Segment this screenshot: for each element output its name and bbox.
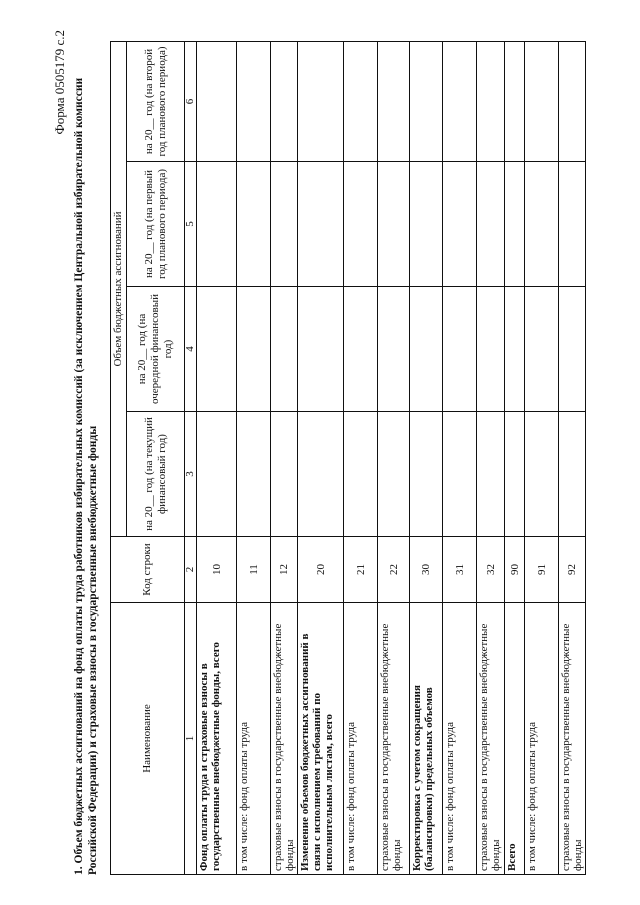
value-cell[interactable] bbox=[477, 287, 505, 412]
value-cell[interactable] bbox=[237, 162, 271, 287]
value-cell[interactable] bbox=[410, 287, 443, 412]
table-row bbox=[271, 41, 298, 874]
header-year-current: на 20__ год (на текущий финансовый год) bbox=[127, 412, 185, 537]
value-cell[interactable] bbox=[443, 41, 477, 161]
row-code: 20 bbox=[298, 537, 344, 603]
value-cell[interactable] bbox=[505, 412, 525, 537]
col-number: 2 bbox=[185, 537, 197, 603]
value-cell[interactable] bbox=[298, 412, 344, 537]
value-cell[interactable] bbox=[477, 41, 505, 161]
value-cell[interactable] bbox=[344, 287, 378, 412]
header-year-plan1: на 20__ год (на первый год планового периода) bbox=[127, 162, 185, 287]
value-cell[interactable] bbox=[271, 41, 298, 161]
row-code: 12 bbox=[271, 537, 298, 603]
col-number: 1 bbox=[185, 603, 197, 875]
row-code: 10 bbox=[197, 537, 237, 603]
row-name: в том числе: фонд оплаты труда bbox=[344, 603, 378, 875]
value-cell[interactable] bbox=[344, 412, 378, 537]
value-cell[interactable] bbox=[378, 41, 410, 161]
row-name: в том числе: фонд оплаты труда bbox=[443, 603, 477, 875]
value-cell[interactable] bbox=[559, 41, 586, 161]
value-cell[interactable] bbox=[344, 162, 378, 287]
value-cell[interactable] bbox=[197, 41, 237, 161]
header-volume: Объем бюджетных ассигнований bbox=[111, 41, 127, 536]
col-number: 4 bbox=[185, 287, 197, 412]
row-code: 32 bbox=[477, 537, 505, 603]
row-code: 11 bbox=[237, 537, 271, 603]
value-cell[interactable] bbox=[477, 162, 505, 287]
value-cell[interactable] bbox=[237, 412, 271, 537]
value-cell[interactable] bbox=[525, 162, 559, 287]
row-code: 30 bbox=[410, 537, 443, 603]
column-numbers-row bbox=[185, 41, 197, 874]
value-cell[interactable] bbox=[505, 41, 525, 161]
value-cell[interactable] bbox=[378, 162, 410, 287]
table-row bbox=[505, 41, 525, 874]
value-cell[interactable] bbox=[477, 412, 505, 537]
row-name: страховые взносы в государственные внебюджетные фонды bbox=[559, 603, 586, 875]
value-cell[interactable] bbox=[298, 162, 344, 287]
col-number: 5 bbox=[185, 162, 197, 287]
table-row bbox=[378, 41, 410, 874]
header-code: Код строки bbox=[111, 537, 185, 603]
value-cell[interactable] bbox=[525, 412, 559, 537]
row-name: Корректировка с учетом сокращения (балансировки) предельных объемов bbox=[410, 603, 443, 875]
table-row bbox=[237, 41, 271, 874]
row-code: 31 bbox=[443, 537, 477, 603]
value-cell[interactable] bbox=[378, 412, 410, 537]
budget-table bbox=[110, 41, 586, 875]
value-cell[interactable] bbox=[443, 162, 477, 287]
value-cell[interactable] bbox=[197, 162, 237, 287]
form-code: Форма 0505179 с.2 bbox=[52, 30, 67, 135]
value-cell[interactable] bbox=[505, 162, 525, 287]
row-code: 92 bbox=[559, 537, 586, 603]
value-cell[interactable] bbox=[271, 162, 298, 287]
value-cell[interactable] bbox=[237, 287, 271, 412]
header-year-next: на 20__ год (на очередной финансовый год) bbox=[127, 287, 185, 412]
row-code: 91 bbox=[525, 537, 559, 603]
value-cell[interactable] bbox=[344, 41, 378, 161]
row-name: Всего bbox=[505, 603, 525, 875]
table-row bbox=[559, 41, 586, 874]
value-cell[interactable] bbox=[237, 41, 271, 161]
header-year-plan2: на 20__ год (на второй год планового периода) bbox=[127, 41, 185, 161]
value-cell[interactable] bbox=[559, 412, 586, 537]
col-number: 3 bbox=[185, 412, 197, 537]
col-number: 6 bbox=[185, 41, 197, 161]
table-row bbox=[298, 41, 344, 874]
row-name: страховые взносы в государственные внебюджетные фонды bbox=[271, 603, 298, 875]
row-name: в том числе: фонд оплаты труда bbox=[525, 603, 559, 875]
value-cell[interactable] bbox=[443, 412, 477, 537]
value-cell[interactable] bbox=[559, 287, 586, 412]
value-cell[interactable] bbox=[197, 412, 237, 537]
table-row bbox=[344, 41, 378, 874]
row-name: страховые взносы в государственные внебюджетные фонды bbox=[378, 603, 410, 875]
value-cell[interactable] bbox=[559, 162, 586, 287]
value-cell[interactable] bbox=[443, 287, 477, 412]
value-cell[interactable] bbox=[197, 287, 237, 412]
row-code: 22 bbox=[378, 537, 410, 603]
row-name: Фонд оплаты труда и страховые взносы в государственные внебюджетные фонды, всего bbox=[197, 603, 237, 875]
row-name: страховые взносы в государственные внебюджетные фонды bbox=[477, 603, 505, 875]
value-cell[interactable] bbox=[378, 287, 410, 412]
table-row bbox=[410, 41, 443, 874]
value-cell[interactable] bbox=[298, 287, 344, 412]
value-cell[interactable] bbox=[505, 287, 525, 412]
table-row bbox=[443, 41, 477, 874]
table-row bbox=[525, 41, 559, 874]
row-name: в том числе: фонд оплаты труда bbox=[237, 603, 271, 875]
table-row bbox=[477, 41, 505, 874]
row-code: 21 bbox=[344, 537, 378, 603]
value-cell[interactable] bbox=[410, 162, 443, 287]
row-code: 90 bbox=[505, 537, 525, 603]
value-cell[interactable] bbox=[271, 412, 298, 537]
value-cell[interactable] bbox=[271, 287, 298, 412]
section-title: 1. Объем бюджетных ассигнований на фонд оплаты труда работников избирательных комиссий (за исключением Центральной избирательной комиссии Российской Федерации) и страховые взносы в государственные внебюджетные фонды bbox=[73, 77, 99, 875]
value-cell[interactable] bbox=[525, 41, 559, 161]
value-cell[interactable] bbox=[410, 41, 443, 161]
header-name: Наименование bbox=[111, 603, 185, 875]
form-sheet bbox=[50, 30, 610, 875]
row-name: Изменение объемов бюджетных ассигнований в связи с исполнением требований по исполнительным листам, всего bbox=[298, 603, 344, 875]
value-cell[interactable] bbox=[525, 287, 559, 412]
value-cell[interactable] bbox=[410, 412, 443, 537]
table-row bbox=[197, 41, 237, 874]
value-cell[interactable] bbox=[298, 41, 344, 161]
